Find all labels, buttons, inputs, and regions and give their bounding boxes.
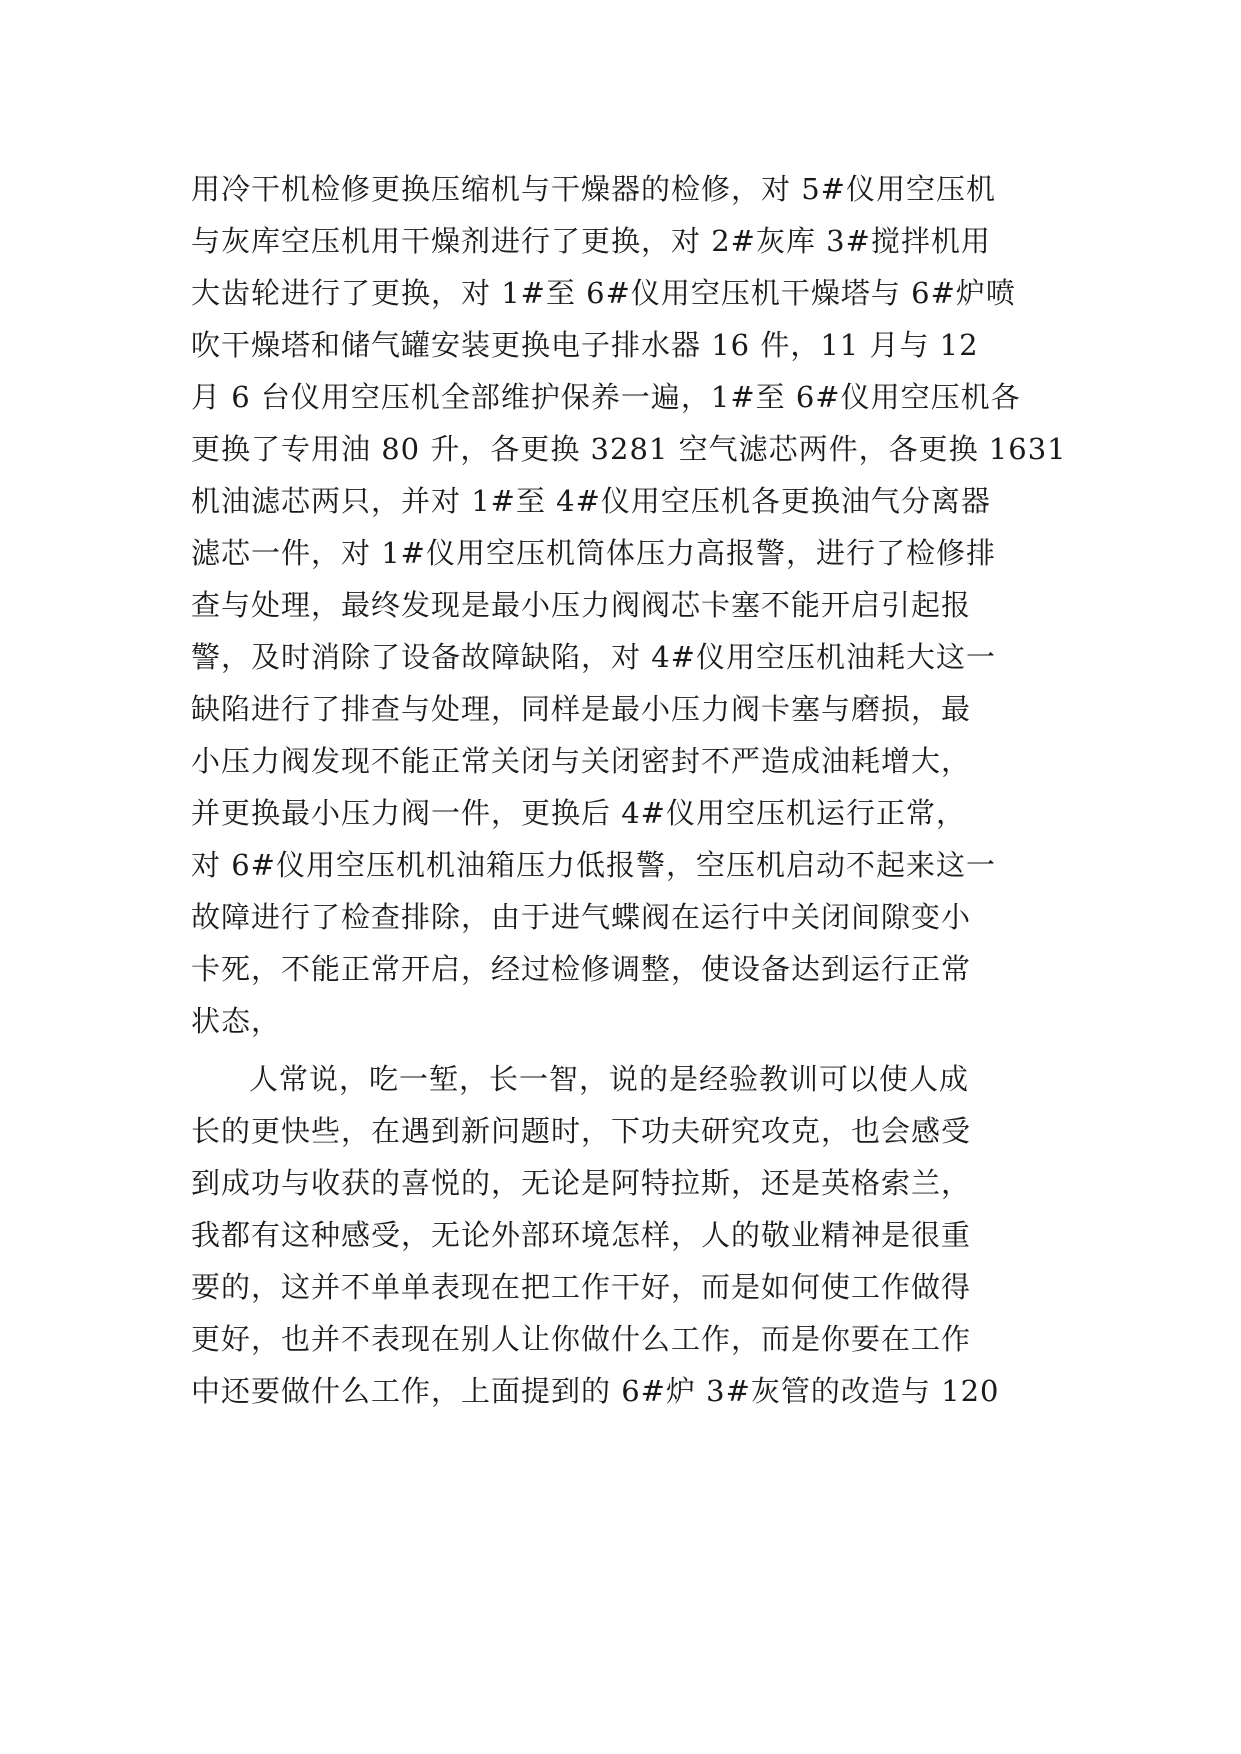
text-line: 更换了专用油 80 升，各更换 3281 空气滤芯两件，各更换 1631 [191,432,1067,466]
text-line: 查与处理，最终发现是最小压力阀阀芯卡塞不能开启引起报 [191,588,972,622]
text-line: 小压力阀发现不能正常关闭与关闭密封不严造成油耗增大， [191,744,972,778]
text-line: 与灰库空压机用干燥剂进行了更换，对 2#灰库 3#搅拌机用 [191,224,991,258]
text-line: 并更换最小压力阀一件，更换后 4#仪用空压机运行正常， [191,796,966,830]
text-line: 大齿轮进行了更换，对 1#至 6#仪用空压机干燥塔与 6#炉喷 [191,276,1016,310]
text-line: 故障进行了检查排除，由于进气蝶阀在运行中关闭间隙变小 [191,900,972,934]
text-line: 警，及时消除了设备故障缺陷，对 4#仪用空压机油耗大这一 [191,640,996,674]
text-line: 长的更快些，在遇到新问题时，下功夫研究攻克，也会感受 [191,1114,972,1148]
text-line: 滤芯一件，对 1#仪用空压机筒体压力高报警，进行了检修排 [191,536,996,570]
text-line: 更好，也并不表现在别人让你做什么工作，而是你要在工作 [191,1322,972,1356]
text-line: 我都有这种感受，无论外部环境怎样，人的敬业精神是很重 [191,1218,972,1252]
text-line: 月 6 台仪用空压机全部维护保养一遍，1#至 6#仪用空压机各 [191,380,1021,414]
text-line: 要的，这并不单单表现在把工作干好，而是如何使工作做得 [191,1270,972,1304]
text-line: 用冷干机检修更换压缩机与干燥器的检修，对 5#仪用空压机 [191,172,996,206]
text-line: 状态， [191,1004,282,1038]
text-line: 中还要做什么工作，上面提到的 6#炉 3#灰管的改造与 120 [191,1374,1000,1408]
text-line: 到成功与收获的喜悦的，无论是阿特拉斯，还是英格索兰， [191,1166,972,1200]
text-line: 吹干燥塔和储气罐安装更换电子排水器 16 件，11 月与 12 [191,328,979,362]
text-line: 对 6#仪用空压机机油箱压力低报警，空压机启动不起来这一 [191,848,996,882]
text-line: 缺陷进行了排查与处理，同样是最小压力阀卡塞与磨损，最 [191,692,972,726]
text-line: 机油滤芯两只，并对 1#至 4#仪用空压机各更换油气分离器 [191,484,991,518]
paragraph-first-line: 人常说，吃一堑，长一智，说的是经验教训可以使人成 [249,1062,970,1096]
text-line: 卡死，不能正常开启，经过检修调整，使设备达到运行正常 [191,952,972,986]
